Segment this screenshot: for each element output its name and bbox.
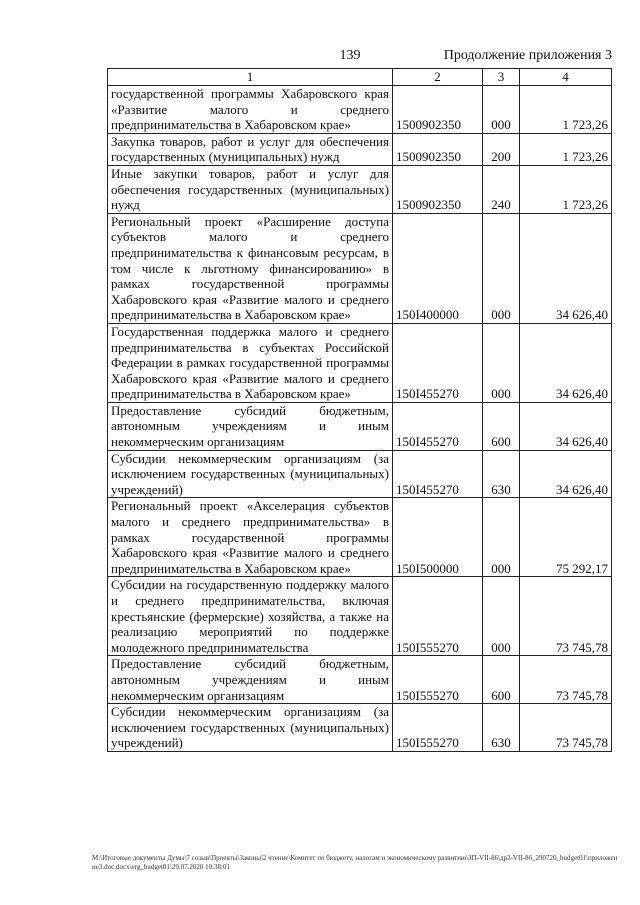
document-path-footer: M:\Итоговые документы Думы\7 созыв\Проекты\Законы\2 чтение\Комитет по бюджету, налогам и экономическому развитию\ЗП-VII-86\др2-VII-86_290720_budget01\приложение3.doc.docx\еrg_budget01\29.07.2020 10:38:01	[92, 854, 618, 871]
table-row	[108, 656, 612, 704]
row-code-cell: 150I400000	[393, 213, 483, 323]
column-header-sum: 4	[520, 69, 612, 86]
row-name-cell: государственной программы Хабаровского края «Развитие малого и среднего предпринимательства в Хабаровском крае»	[108, 86, 393, 134]
table-header-row	[108, 69, 612, 86]
row-type-cell: 000	[483, 498, 520, 577]
continuation-label: Продолжение приложения 3	[443, 48, 612, 63]
column-header-type: 3	[483, 69, 520, 86]
row-sum-cell: 73 745,78	[520, 704, 612, 752]
row-sum-cell: 73 745,78	[520, 577, 612, 656]
row-type-cell: 630	[483, 704, 520, 752]
column-header-name: 1	[108, 69, 393, 86]
row-type-cell: 000	[483, 577, 520, 656]
row-sum-cell: 73 745,78	[520, 656, 612, 704]
row-code-cell: 150I455270	[393, 323, 483, 402]
row-name-cell: Субсидии на государственную поддержку малого и среднего предпринимательства, включая крестьянские (фермерские) хозяйства, а также на реализацию мероприятий по поддержке молодежного предпринимательства	[108, 577, 393, 656]
row-name-cell: Иные закупки товаров, работ и услуг для обеспечения государственных (муниципальных) нужд	[108, 165, 393, 213]
row-type-cell: 240	[483, 165, 520, 213]
row-sum-cell: 34 626,40	[520, 323, 612, 402]
row-type-cell: 000	[483, 213, 520, 323]
table-row	[108, 86, 612, 134]
row-sum-cell: 1 723,26	[520, 165, 612, 213]
row-name-cell: Предоставление субсидий бюджетным, автономным учреждениям и иным некоммерческим организациям	[108, 656, 393, 704]
row-name-cell: Государственная поддержка малого и среднего предпринимательства в субъектах Российской Федерации в рамках государственной программы Хабаровского края «Развитие малого и среднего предпринимательства в Хабаровском крае»	[108, 323, 393, 402]
budget-table	[107, 68, 612, 752]
row-type-cell: 000	[483, 86, 520, 134]
table-row	[108, 402, 612, 450]
column-header-code: 2	[393, 69, 483, 86]
row-name-cell: Предоставление субсидий бюджетным, автономным учреждениям и иным некоммерческим организациям	[108, 402, 393, 450]
row-code-cell: 1500902350	[393, 133, 483, 165]
table-row	[108, 498, 612, 577]
row-name-cell: Региональный проект «Расширение доступа субъектов малого и среднего предпринимательства к финансовым ресурсам, в том числе к льготному финансированию» в рамках государственной программы Хабаровского края «Развитие малого и среднего предпринимательства в Хабаровском крае»	[108, 213, 393, 323]
row-name-cell: Региональный проект «Акселерация субъектов малого и среднего предпринимательства» в рамках государственной программы Хабаровского края «Развитие малого и среднего предпринимательства в Хабаровском крае»	[108, 498, 393, 577]
row-code-cell: 150I555270	[393, 656, 483, 704]
row-type-cell: 200	[483, 133, 520, 165]
row-sum-cell: 34 626,40	[520, 402, 612, 450]
row-sum-cell: 34 626,40	[520, 450, 612, 498]
row-type-cell: 600	[483, 656, 520, 704]
row-code-cell: 150I500000	[393, 498, 483, 577]
table-row	[108, 577, 612, 656]
row-code-cell: 150I455270	[393, 450, 483, 498]
row-code-cell: 150I555270	[393, 704, 483, 752]
row-code-cell: 150I555270	[393, 577, 483, 656]
row-type-cell: 000	[483, 323, 520, 402]
row-sum-cell: 75 292,17	[520, 498, 612, 577]
page-number: 139	[339, 48, 361, 63]
table-row	[108, 133, 612, 165]
table-row	[108, 213, 612, 323]
row-type-cell: 630	[483, 450, 520, 498]
row-name-cell: Субсидии некоммерческим организациям (за исключением государственных (муниципальных) учреждений)	[108, 704, 393, 752]
table-row	[108, 323, 612, 402]
row-sum-cell: 1 723,26	[520, 133, 612, 165]
row-code-cell: 1500902350	[393, 86, 483, 134]
table-row	[108, 165, 612, 213]
table-row	[108, 704, 612, 752]
row-type-cell: 600	[483, 402, 520, 450]
table-row	[108, 450, 612, 498]
row-name-cell: Закупка товаров, работ и услуг для обеспечения государственных (муниципальных) нужд	[108, 133, 393, 165]
row-name-cell: Субсидии некоммерческим организациям (за исключением государственных (муниципальных) учреждений)	[108, 450, 393, 498]
row-sum-cell: 1 723,26	[520, 86, 612, 134]
row-code-cell: 150I455270	[393, 402, 483, 450]
row-sum-cell: 34 626,40	[520, 213, 612, 323]
row-code-cell: 1500902350	[393, 165, 483, 213]
